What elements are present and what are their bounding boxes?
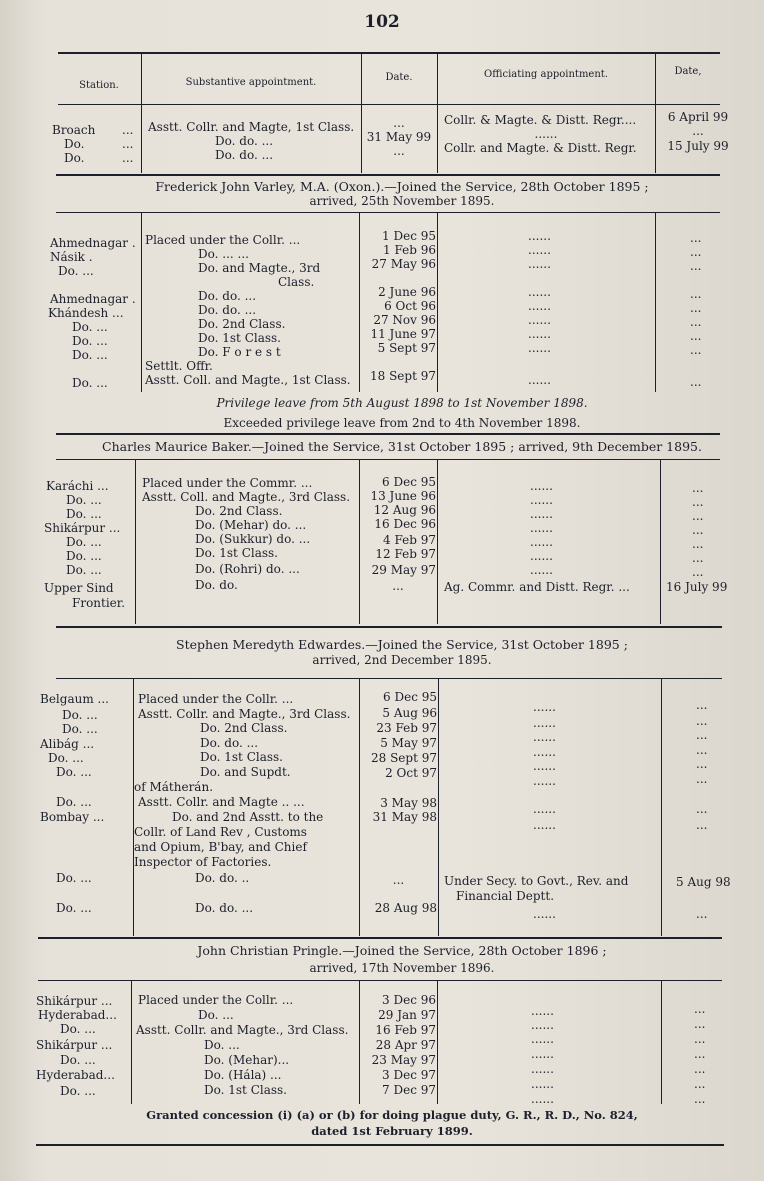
section-rule xyxy=(56,212,720,213)
appointment-cell: Do. do. ... xyxy=(198,303,257,317)
officiating-date-cell: 15 July 99 xyxy=(667,139,729,153)
date-cell: 6 Dec 95 xyxy=(383,690,437,704)
officer-heading: John Christian Pringle.—Joined the Service, 28th October 1896 ; xyxy=(197,943,607,958)
section-rule xyxy=(38,937,722,939)
station-cell: Do. ... xyxy=(56,765,92,779)
dots: ... xyxy=(122,137,134,151)
dots: ... xyxy=(122,151,134,165)
station-cell: Hyderabad... xyxy=(38,1008,117,1022)
officiating-date-cell: ... xyxy=(690,315,702,329)
station-cell: Bombay ... xyxy=(40,810,105,824)
station-cell: Do. ... xyxy=(60,1053,96,1067)
date-cell: 29 May 97 xyxy=(371,563,436,577)
page-number: 102 xyxy=(364,12,400,32)
col-rule xyxy=(437,212,438,392)
station-cell: Do. ... xyxy=(62,722,98,736)
officiating-cell: ...... xyxy=(531,1047,554,1061)
station-cell: Do. ... xyxy=(66,507,102,521)
date-cell: ... xyxy=(392,579,404,593)
officiating-date-cell: ... xyxy=(694,1032,706,1046)
date-cell: 18 Sept 97 xyxy=(370,369,436,383)
officiating-cell: ...... xyxy=(534,127,558,141)
station-cell: Karáchi ... xyxy=(46,479,109,493)
date-cell: 6 Oct 96 xyxy=(384,299,436,313)
appointment-cell: Asstt. Collr. and Magte., 3rd Class. xyxy=(138,707,351,721)
officiating-date-cell: ... xyxy=(696,802,708,816)
col-rule xyxy=(141,212,142,392)
section-rule xyxy=(56,459,720,460)
officiating-cell: ...... xyxy=(530,549,553,563)
officiating-cell: ...... xyxy=(530,521,553,535)
appointment-cell: Do. and Magte., 3rd xyxy=(198,261,321,275)
officiating-date-cell: ... xyxy=(690,259,702,273)
station-cell: Do. ... xyxy=(56,901,92,915)
appointment-cell: Asstt. Coll. and Magte., 1st Class. xyxy=(145,373,351,387)
officiating-cell: ...... xyxy=(528,299,551,313)
date-cell: 12 Feb 97 xyxy=(375,547,436,561)
officiating-cell: ...... xyxy=(531,1062,554,1076)
station-cell: Frontier. xyxy=(72,596,126,610)
station-cell: Do. ... xyxy=(66,563,102,577)
appointment-cell: Placed under the Collr. ... xyxy=(145,233,301,247)
col-rule xyxy=(437,980,438,1104)
date-cell: 1 Feb 96 xyxy=(383,243,436,257)
officiating-cell: Financial Deptt. xyxy=(456,889,555,903)
officiating-date-cell: 5 Aug 98 xyxy=(676,875,731,889)
officiating-date-cell: ... xyxy=(696,743,708,757)
appointment-cell: Do. (Mehar)... xyxy=(204,1053,290,1067)
officiating-cell: ...... xyxy=(528,341,551,355)
date-cell: 11 June 97 xyxy=(370,327,436,341)
date-cell: 28 Sept 97 xyxy=(371,751,437,765)
officer-heading-2: arrived, 17th November 1896. xyxy=(309,961,495,975)
officiating-cell: ...... xyxy=(530,507,553,521)
date-cell: 3 May 98 xyxy=(380,796,437,810)
appointment-cell: Do. (Rohri) do. ... xyxy=(195,562,300,576)
appointment-cell: Do. (Sukkur) do. ... xyxy=(195,532,311,546)
officer-heading-2: arrived, 2nd December 1895. xyxy=(312,653,492,667)
appointment-cell: Do. 2nd Class. xyxy=(198,317,286,331)
officiating-date-cell: 6 April 99 xyxy=(667,110,729,124)
officiating-date-cell: ... xyxy=(690,287,702,301)
officiating-cell: ...... xyxy=(533,818,556,832)
date-cell: 27 Nov 96 xyxy=(373,313,436,327)
officiating-date-cell: ... xyxy=(692,537,704,551)
date-cell: 2 Oct 97 xyxy=(385,766,437,780)
appointment-cell: Do. ... xyxy=(204,1038,240,1052)
officiating-cell: ...... xyxy=(533,774,556,788)
officiating-cell: ...... xyxy=(533,716,556,730)
officiating-cell: ...... xyxy=(531,1018,554,1032)
officiating-date-cell: ... xyxy=(696,714,708,728)
officiating-date-cell: ... xyxy=(692,551,704,565)
appointment-cell: Do. do. ... xyxy=(215,134,274,148)
col-rule xyxy=(438,678,439,936)
officiating-date-cell: ... xyxy=(690,231,702,245)
concession-note: dated 1st February 1899. xyxy=(311,1124,473,1138)
appointment-cell: Do. (Mehar) do. ... xyxy=(195,518,307,532)
header-date2: Date, xyxy=(674,66,702,77)
officiating-cell: ...... xyxy=(533,730,556,744)
officiating-date-cell: ... xyxy=(694,1062,706,1076)
officiating-cell: ...... xyxy=(531,1092,554,1106)
station-cell: Násik . xyxy=(50,250,93,264)
col-rule xyxy=(133,678,134,936)
officiating-date-cell: ... xyxy=(694,1092,706,1106)
col-rule xyxy=(661,678,662,936)
officiating-date-cell: ... xyxy=(696,698,708,712)
station-cell: Hyderabad... xyxy=(36,1068,115,1082)
appointment-cell: Do. 1st Class. xyxy=(204,1083,287,1097)
officiating-cell: ...... xyxy=(533,759,556,773)
section-rule xyxy=(38,980,722,981)
dots: ... xyxy=(122,123,134,137)
section-rule xyxy=(56,678,722,679)
officiating-cell: ...... xyxy=(533,907,556,921)
appointment-cell: Asstt. Collr. and Magte., 3rd Class. xyxy=(136,1023,349,1037)
appointment-cell: Do. do. .. xyxy=(195,871,250,885)
officiating-cell: Under Secy. to Govt., Rev. and xyxy=(444,874,629,888)
station-cell: Ahmednagar . xyxy=(50,292,136,306)
station-cell: Shikárpur ... xyxy=(44,521,121,535)
section-rule xyxy=(56,174,720,176)
officiating-date-cell: ... xyxy=(696,907,708,921)
appointment-cell: Placed under the Collr. ... xyxy=(138,993,294,1007)
appointment-cell: Do. ... ... xyxy=(198,247,249,261)
station-cell: Do. xyxy=(64,151,85,165)
officiating-cell: ...... xyxy=(528,327,551,341)
leave-note: Exceeded privilege leave from 2nd to 4th November 1898. xyxy=(223,416,581,430)
header-substantive: Substantive appointment. xyxy=(185,77,317,88)
appointment-cell: Do. do. ... xyxy=(198,289,257,303)
appointment-cell: Placed under the Collr. ... xyxy=(138,692,294,706)
station-cell: Do. ... xyxy=(72,348,108,362)
date-cell: 28 Aug 98 xyxy=(374,901,437,915)
appointment-cell: and Opium, B'bay, and Chief xyxy=(134,840,307,854)
concession-note: Granted concession (i) (a) or (b) for doing plague duty, G. R., R. D., No. 824, xyxy=(146,1108,638,1122)
appointment-cell: Collr. of Land Rev , Customs xyxy=(134,825,307,839)
appointment-cell: Placed under the Commr. ... xyxy=(142,476,313,490)
station-cell: Upper Sind xyxy=(44,581,114,595)
officiating-cell: ...... xyxy=(530,493,553,507)
station-cell: Do. ... xyxy=(60,1022,96,1036)
station-cell: Khándesh ... xyxy=(48,306,124,320)
date-cell: 31 May 98 xyxy=(372,810,437,824)
station-cell: Shikárpur ... xyxy=(36,994,113,1008)
officer-heading: Charles Maurice Baker.—Joined the Service, 31st October 1895 ; arrived, 9th December 1895. xyxy=(102,439,702,454)
appointment-cell: Do. do. ... xyxy=(200,736,259,750)
appointment-cell: Do. 2nd Class. xyxy=(195,504,283,518)
officiating-cell: ...... xyxy=(530,479,553,493)
officiating-cell: ...... xyxy=(528,229,551,243)
date-cell: 5 Aug 96 xyxy=(382,706,437,720)
header-bottom-rule xyxy=(58,104,720,105)
appointment-cell: Do. 1st Class. xyxy=(198,331,281,345)
officiating-cell: ...... xyxy=(530,563,553,577)
leave-note: Privilege leave from 5th August 1898 to 1st November 1898. xyxy=(216,396,588,410)
col-rule xyxy=(661,980,662,1104)
officer-heading: Stephen Meredyth Edwardes.—Joined the Service, 31st October 1895 ; xyxy=(176,637,628,652)
date-cell: 7 Dec 97 xyxy=(382,1083,436,1097)
officiating-date-cell: ... xyxy=(692,481,704,495)
officiating-cell: Collr. & Magte. & Distt. Regr.... xyxy=(444,113,637,127)
date-cell: 28 Apr 97 xyxy=(375,1038,436,1052)
officiating-date-cell: ... xyxy=(694,1077,706,1091)
date-cell: 5 May 97 xyxy=(380,736,437,750)
officiating-cell: ...... xyxy=(528,257,551,271)
officiating-date-cell: ... xyxy=(696,757,708,771)
officiating-date-cell: ... xyxy=(690,375,702,389)
appointment-cell: Asstt. Coll. and Magte., 3rd Class. xyxy=(142,490,351,504)
officiating-date-cell: ... xyxy=(692,565,704,579)
appointment-cell: Asstt. Collr. and Magte, 1st Class. xyxy=(148,120,355,134)
date-cell: ... xyxy=(393,116,405,130)
station-cell: Alibág ... xyxy=(40,737,95,751)
officiating-cell: Ag. Commr. and Distt. Regr. ... xyxy=(444,580,630,594)
officiating-date-cell: ... xyxy=(692,495,704,509)
appointment-cell: Do. 2nd Class. xyxy=(200,721,288,735)
appointment-cell: Do. do. xyxy=(195,578,238,592)
officiating-date-cell: ... xyxy=(696,728,708,742)
appointment-cell: Do. ... xyxy=(198,1008,234,1022)
date-cell: 1 Dec 95 xyxy=(382,229,436,243)
officiating-date-cell: ... xyxy=(690,245,702,259)
station-cell: Belgaum ... xyxy=(40,692,109,706)
appointment-cell: Do. 1st Class. xyxy=(195,546,278,560)
station-cell: Do. ... xyxy=(72,320,108,334)
station-cell: Shikárpur ... xyxy=(36,1038,113,1052)
station-cell: Do. ... xyxy=(66,493,102,507)
officiating-cell: ...... xyxy=(528,313,551,327)
col-rule xyxy=(655,212,656,392)
officiating-date-cell: ... xyxy=(694,1047,706,1061)
col-rule xyxy=(141,53,142,173)
officiating-cell: ...... xyxy=(531,1077,554,1091)
station-cell: Ahmednagar . xyxy=(50,236,136,250)
header-station: Station. xyxy=(79,80,119,91)
station-cell: Do. ... xyxy=(66,549,102,563)
appointment-cell: Class. xyxy=(278,275,315,289)
date-cell: 27 May 96 xyxy=(371,257,436,271)
date-cell: 12 Aug 96 xyxy=(373,503,436,517)
officiating-date-cell: ... xyxy=(692,509,704,523)
appointment-cell: Inspector of Factories. xyxy=(134,855,272,869)
date-cell: 4 Feb 97 xyxy=(383,533,436,547)
date-cell: 13 June 96 xyxy=(370,489,436,503)
officer-heading-2: arrived, 25th November 1895. xyxy=(309,194,495,208)
col-rule xyxy=(359,212,360,392)
station-cell: Do. ... xyxy=(56,795,92,809)
appointment-cell: Do. and Supdt. xyxy=(200,765,291,779)
officiating-cell: ...... xyxy=(530,535,553,549)
page-bottom-rule xyxy=(36,1144,724,1146)
date-cell: 3 Dec 96 xyxy=(382,993,436,1007)
col-rule xyxy=(437,53,438,173)
date-cell: 23 May 97 xyxy=(371,1053,436,1067)
officiating-date-cell: 16 July 99 xyxy=(666,580,728,594)
station-cell: Do. ... xyxy=(60,1084,96,1098)
date-cell: 5 Sept 97 xyxy=(377,341,436,355)
officiating-cell: ...... xyxy=(528,243,551,257)
station-cell: Do. xyxy=(64,137,85,151)
officiating-cell: ...... xyxy=(528,285,551,299)
appointment-cell: Do. do. ... xyxy=(195,901,254,915)
officiating-date-cell: ... xyxy=(690,343,702,357)
section-rule xyxy=(56,626,722,628)
date-cell: 3 Dec 97 xyxy=(382,1068,436,1082)
date-cell: 31 May 99 xyxy=(366,130,432,144)
date-cell: 29 Jan 97 xyxy=(378,1008,436,1022)
station-cell: Do. ... xyxy=(56,871,92,885)
officiating-cell: ...... xyxy=(531,1032,554,1046)
date-cell: 6 Dec 95 xyxy=(382,475,436,489)
date-cell: ... xyxy=(393,144,405,158)
officiating-date-cell: ... xyxy=(694,1002,706,1016)
header-officiating: Officiating appointment. xyxy=(484,69,608,80)
officiating-date-cell: ... xyxy=(696,772,708,786)
date-cell: 16 Dec 96 xyxy=(374,517,436,531)
officiating-cell: ...... xyxy=(533,700,556,714)
station-cell: Broach xyxy=(52,123,96,137)
officiating-date-cell: ... xyxy=(694,1017,706,1031)
appointment-cell: Do. do. ... xyxy=(215,148,274,162)
station-cell: Do. ... xyxy=(58,264,94,278)
appointment-cell: Do. F o r e s t xyxy=(198,345,281,359)
officer-heading: Frederick John Varley, M.A. (Oxon.).—Joined the Service, 28th October 1895 ; xyxy=(155,179,649,194)
officiating-cell: ...... xyxy=(533,745,556,759)
appointment-cell: Do. 1st Class. xyxy=(200,750,283,764)
officiating-date-cell: ... xyxy=(692,523,704,537)
appointment-cell: Do. (Hála) ... xyxy=(204,1068,282,1082)
date-cell: 2 June 96 xyxy=(378,285,436,299)
header-date: Date. xyxy=(385,72,413,83)
date-cell: 16 Feb 97 xyxy=(375,1023,436,1037)
col-rule xyxy=(135,459,136,624)
officiating-cell: ...... xyxy=(533,802,556,816)
station-cell: Do. ... xyxy=(72,376,108,390)
col-rule xyxy=(660,459,661,624)
station-cell: Do. ... xyxy=(66,535,102,549)
station-cell: Do. ... xyxy=(62,708,98,722)
station-cell: Do. ... xyxy=(72,334,108,348)
station-cell: Do. ... xyxy=(48,751,84,765)
officiating-cell: Collr. and Magte. & Distt. Regr. xyxy=(444,141,637,155)
col-rule xyxy=(437,459,438,624)
section-rule xyxy=(56,433,720,435)
appointment-cell: of Mátherán. xyxy=(134,780,214,794)
appointment-cell: Settlt. Offr. xyxy=(145,359,213,373)
officiating-date-cell: ... xyxy=(692,124,704,138)
officiating-date-cell: ... xyxy=(696,818,708,832)
col-rule xyxy=(131,980,132,1104)
table-top-rule xyxy=(58,52,720,54)
appointment-cell: Do. and 2nd Asstt. to the xyxy=(172,810,324,824)
officiating-date-cell: ... xyxy=(690,301,702,315)
officiating-cell: ...... xyxy=(528,373,551,387)
officiating-cell: ...... xyxy=(531,1004,554,1018)
officiating-date-cell: ... xyxy=(690,329,702,343)
date-cell: ... xyxy=(392,873,405,887)
appointment-cell: Asstt. Collr. and Magte .. ... xyxy=(138,795,305,809)
date-cell: 23 Feb 97 xyxy=(376,721,437,735)
